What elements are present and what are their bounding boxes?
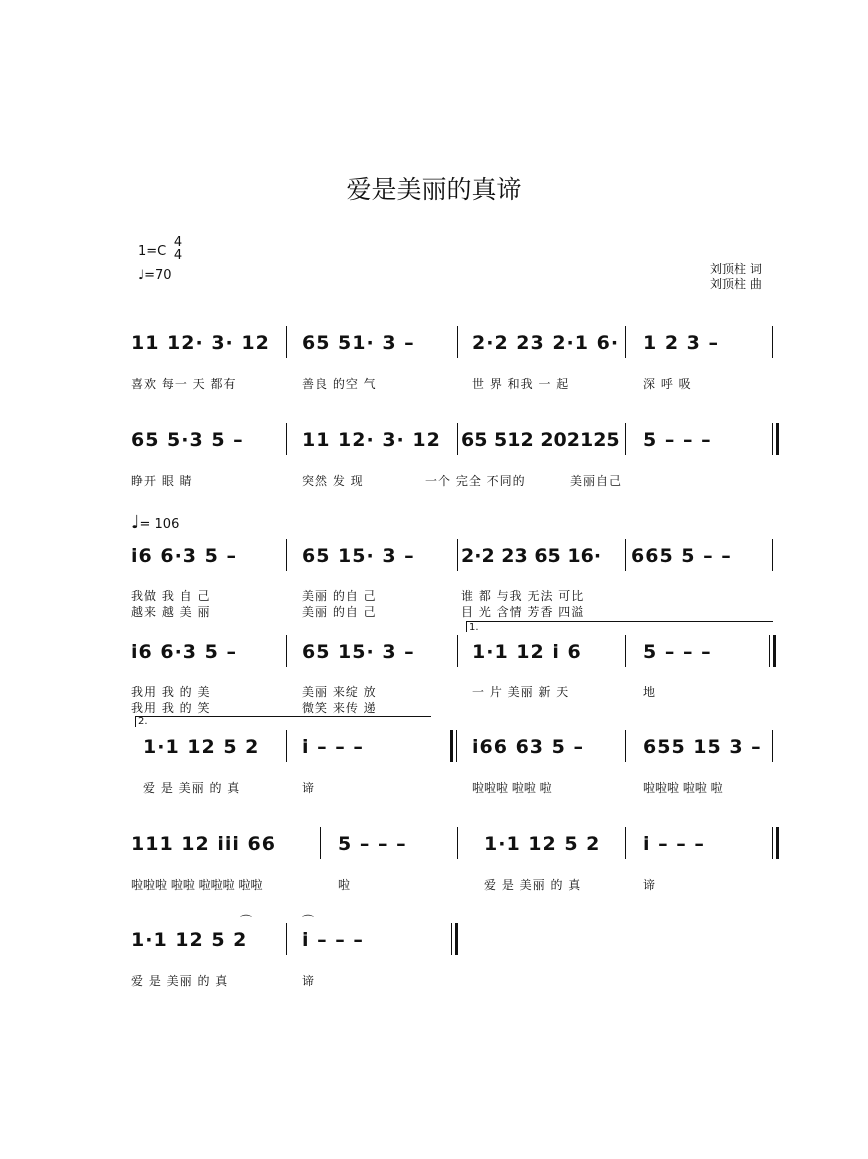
barline [457,423,458,455]
lyric-2-3: 一个 完全 不同的 [425,474,526,488]
barline [286,923,287,955]
barline [625,730,626,762]
barline [457,539,458,571]
lyric-4-2b: 微笑 来传 递 [302,701,377,715]
barline [286,730,287,762]
barline [625,827,626,859]
lyric-5-3: 啦啦啦 啦啦 啦 [472,781,552,795]
lyric-5-4: 啦啦啦 啦啦 啦 [643,781,723,795]
measure-3-4: 665 5 – – [631,545,732,567]
measure-2-1: 65 5·3 5 – [131,429,244,451]
lyric-1-4: 深 呼 吸 [643,377,692,391]
lyric-1-2: 善良 的空 气 [302,377,377,391]
repeat-end-barline-thick [773,635,776,667]
fermata-icon: ⌒ [302,914,315,928]
tempo-value: =70 [144,268,172,283]
barline [457,635,458,667]
lyric-1-3: 世 界 和我 一 起 [472,377,570,391]
measure-7-2: i – – – [302,929,364,951]
lyric-6-3: 爱 是 美丽 的 真 [484,878,582,892]
lyric-3-2a: 美丽 的自 己 [302,589,377,603]
barline [286,539,287,571]
repeat-start-barline-thin [456,730,457,762]
measure-2-3: 65 512 202125 [461,429,620,451]
repeat-end-barline-thin [769,635,770,667]
barline [320,827,321,859]
lyric-4-1b: 我用 我 的 笑 [131,701,211,715]
lyric-6-2: 啦 [338,878,352,892]
measure-1-3: 2·2 23 2·1 6· [472,332,620,354]
song-title: 爱是美丽的真谛 [346,175,522,204]
volta-label-2: 2. [138,716,148,727]
barline [286,635,287,667]
fermata-icon: ⌒ [240,914,253,928]
measure-2-4: 5 – – – [643,429,712,451]
lyricist-credit: 刘顶柱 词 [710,262,762,276]
lyric-4-1a: 我用 我 的 美 [131,685,211,699]
measure-5-3: i66 63 5 – [472,736,584,758]
volta-label-1: 1. [469,622,479,633]
measure-3-2: 65 15· 3 – [302,545,415,567]
time-signature-bottom: 4 [173,248,183,263]
quarter-note-icon: ♩ [131,512,140,533]
lyric-6-4: 谛 [643,878,657,892]
lyric-4-3a: 一 片 美丽 新 天 [472,685,570,699]
measure-6-2: 5 – – – [338,833,407,855]
lyric-2-2: 突然 发 现 [302,474,364,488]
measure-1-4: 1 2 3 – [643,332,720,354]
lyric-3-1a: 我做 我 自 己 [131,589,211,603]
lyric-7-2: 谛 [302,974,316,988]
barline [772,730,773,762]
tempo-marking [138,268,172,283]
barline [457,827,458,859]
lyric-5-1: 爱 是 美丽 的 真 [143,781,241,795]
barline [772,326,773,358]
measure-6-1: 111 12 iii 66 [131,833,276,855]
lyric-7-1: 爱 是 美丽 的 真 [131,974,229,988]
measure-3-3: 2·2 23 65 16· [461,545,602,567]
lyric-1-1: 喜欢 每一 天 都有 [131,377,237,391]
measure-4-3: 1·1 12 i 6 [472,641,582,663]
quarter-note-icon: ♩ [138,268,145,283]
lyric-3-1b: 越来 越 美 丽 [131,605,211,619]
volta-bracket-1 [466,621,773,632]
lyric-3-3a: 谁 都 与我 无法 可比 [461,589,585,603]
final-barline-thick [455,923,458,955]
measure-4-1: i6 6·3 5 – [131,641,237,663]
measure-5-2: i – – – [302,736,364,758]
repeat-end-barline-thin [772,423,773,455]
barline [625,423,626,455]
barline [625,326,626,358]
measure-6-4: i – – – [643,833,705,855]
barline [772,539,773,571]
barline [625,635,626,667]
lyric-6-1: 啦啦啦 啦啦 啦啦啦 啦啦 [131,878,263,892]
measure-2-2: 11 12· 3· 12 [302,429,441,451]
lyric-5-2: 谛 [302,781,316,795]
measure-5-4: 655 15 3 – [643,736,762,758]
repeat-end-barline-thick [776,423,779,455]
barline [286,326,287,358]
barline [286,423,287,455]
repeat-end-barline-thin [772,827,773,859]
lyric-4-4a: 地 [643,685,657,699]
tempo-value: = 106 [139,517,180,532]
measure-5-1: 1·1 12 5 2 [143,736,260,758]
key-signature: 1=C [138,244,167,259]
volta-bracket-2 [135,716,431,727]
lyric-2-1: 睁开 眼 睛 [131,474,193,488]
repeat-start-barline-thick [450,730,453,762]
composer-credit: 刘顶柱 曲 [710,277,762,291]
lyric-4-2a: 美丽 来绽 放 [302,685,377,699]
barline [457,326,458,358]
measure-4-4: 5 – – – [643,641,712,663]
lyric-3-2b: 美丽 的自 己 [302,605,377,619]
barline [625,539,626,571]
lyric-2-4: 美丽自己 [570,474,623,488]
repeat-end-barline-thick [776,827,779,859]
final-barline-thin [451,923,452,955]
time-signature [172,236,184,262]
measure-1-2: 65 51· 3 – [302,332,415,354]
lyric-3-3b: 目 光 含情 芳香 四溢 [461,605,585,619]
measure-1-1: 11 12· 3· 12 [131,332,270,354]
measure-4-2: 65 15· 3 – [302,641,415,663]
tempo-change [131,512,179,533]
measure-3-1: i6 6·3 5 – [131,545,237,567]
time-signature-top: 4 [173,235,183,250]
measure-6-3: 1·1 12 5 2 [484,833,601,855]
measure-7-1: 1·1 12 5 2 [131,929,248,951]
